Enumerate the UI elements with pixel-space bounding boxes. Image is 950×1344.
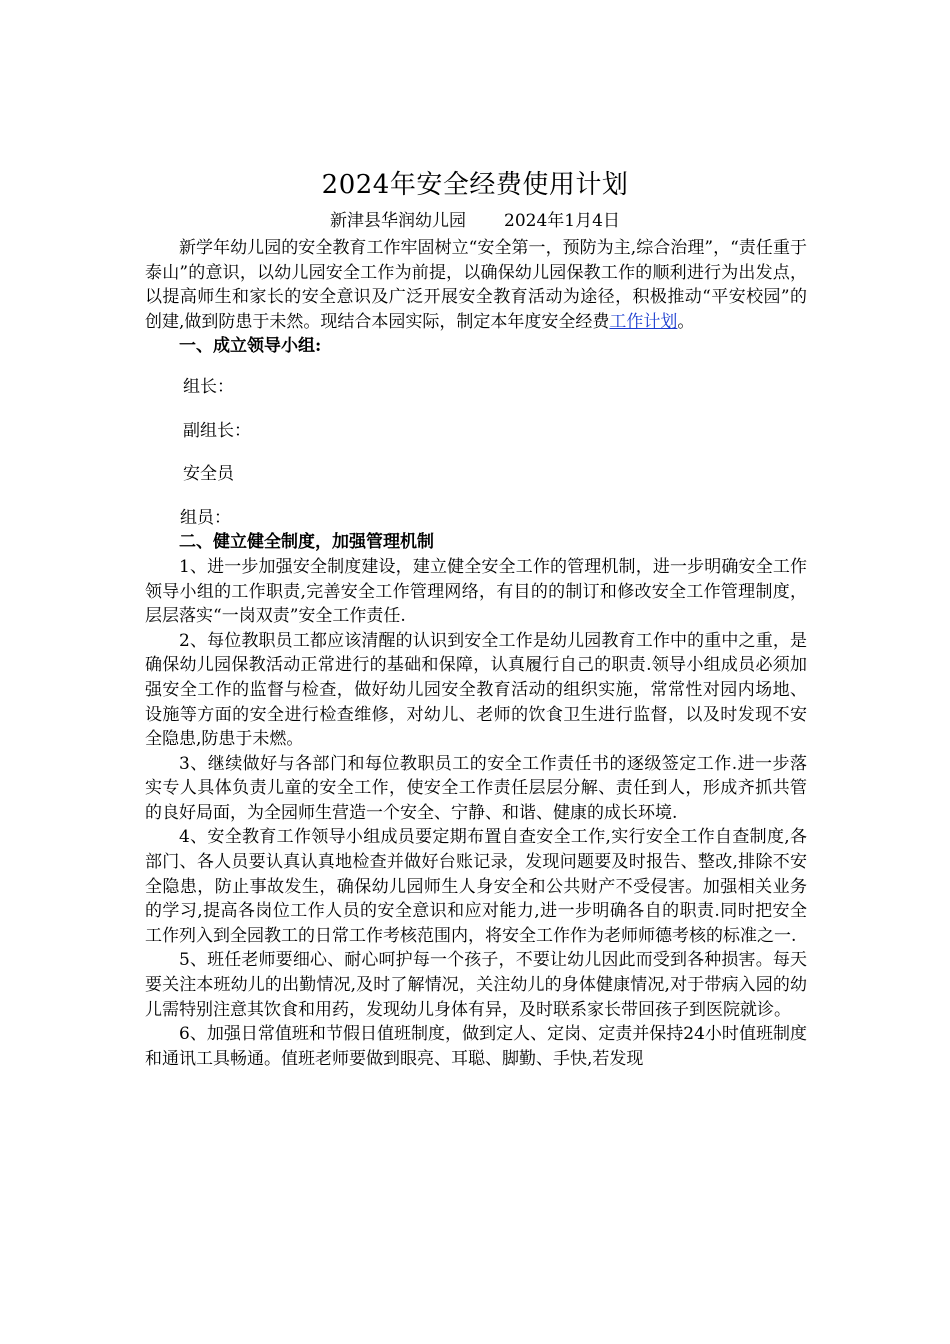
intro-paragraph [145,236,807,334]
group-members-label: 组员： [180,507,231,528]
intro-text: 新学年幼儿园的安全教育工作牢固树立“安全第一，预防为主,综合治理”，“责任重于泰山”的意识，以幼儿园安全工作为前提，以确保幼儿园保教工作的顺利进行为出发点，以提高师生和家长的安全意识及广泛开展安全教育活动为途径，积极推动“平安校园”的创建,做到防患于未然。现结合本园实际，制定本年度安全经费 [145,238,807,332]
document-title: 2024年安全经费使用计划 [321,170,629,200]
document-date: 2024年1月4日 [504,211,620,231]
section-2-item: 5、班任老师要细心、耐心呵护每一个孩子，不要让幼儿因此而受到各种损害。每天要关注本班幼儿的出勤情况,及时了解情况，关注幼儿的身体健康情况,对于带病入园的幼儿需特别注意其饮食和用药，发现幼儿身体有异，及时联系家长带回孩子到医院就诊。 [145,950,807,1020]
group-leader-label: 组长： [183,376,234,397]
section-1-heading: 一、成立领导小组: [179,336,322,357]
section-2-heading: 二、健立健全制度，加强管理机制 [179,532,434,553]
deputy-leader-label: 副组长： [183,420,251,441]
section-2-item: 1、进一步加强安全制度建设，建立健全安全工作的管理机制，进一步明确安全工作领导小组的工作职责,完善安全工作管理网络，有目的的制订和修改安全工作管理制度，层层落实“一岗双责”安全工作责任. [145,556,807,627]
work-plan-link[interactable]: 工作计划 [609,311,678,332]
section-2-item: 2、每位教职员工都应该清醒的认识到安全工作是幼儿园教育工作中的重中之重，是确保幼儿园保教活动正常进行的基础和保障，认真履行自己的职责.领导小组成员必须加强安全工作的监督与检查，做好幼儿园安全教育活动的组织实施，常常性对园内场地、设施等方面的安全进行检查维修，对幼儿、老师的饮食卫生进行监督，以及时发现不安全隐患,防患于未燃。 [145,630,807,750]
document-body [145,236,807,1071]
safety-officer-label: 安全员 [183,464,234,485]
organization-name: 新津县华润幼儿园 [330,211,467,231]
document-subtitle [0,208,950,234]
intro-text-end: 。 [677,311,695,332]
section-2-item: 3、继续做好与各部门和每位教职员工的安全工作责任书的逐级签定工作.进一步落实专人具体负责儿童的安全工作，使安全工作责任层层分解、责任到人，形成齐抓共管的良好局面，为全园师生营造一个安全、宁静、和谐、健康的成长环境. [145,753,807,823]
section-2-item: 4、安全教育工作领导小组成员要定期布置自查安全工作,实行安全工作自查制度,各部门、各人员要认真认真地检查并做好台账记录，发现问题要及时报告、整改,排除不安全隐患，防止事故发生，确保幼儿园师生人身安全和公共财产不受侵害。加强相关业务的学习,提高各岗位工作人员的安全意识和应对能力,进一步明确各自的职责.同时把安全工作列入到全园教工的日常工作考核范围内，将安全工作作为老师师德考核的标准之一. [145,827,807,946]
section-2-item: 6、加强日常值班和节假日值班制度，做到定人、定岗、定责并保持24小时值班制度和通讯工具畅通。值班老师要做到眼亮、耳聪、脚勤、手快,若发现 [145,1024,807,1069]
